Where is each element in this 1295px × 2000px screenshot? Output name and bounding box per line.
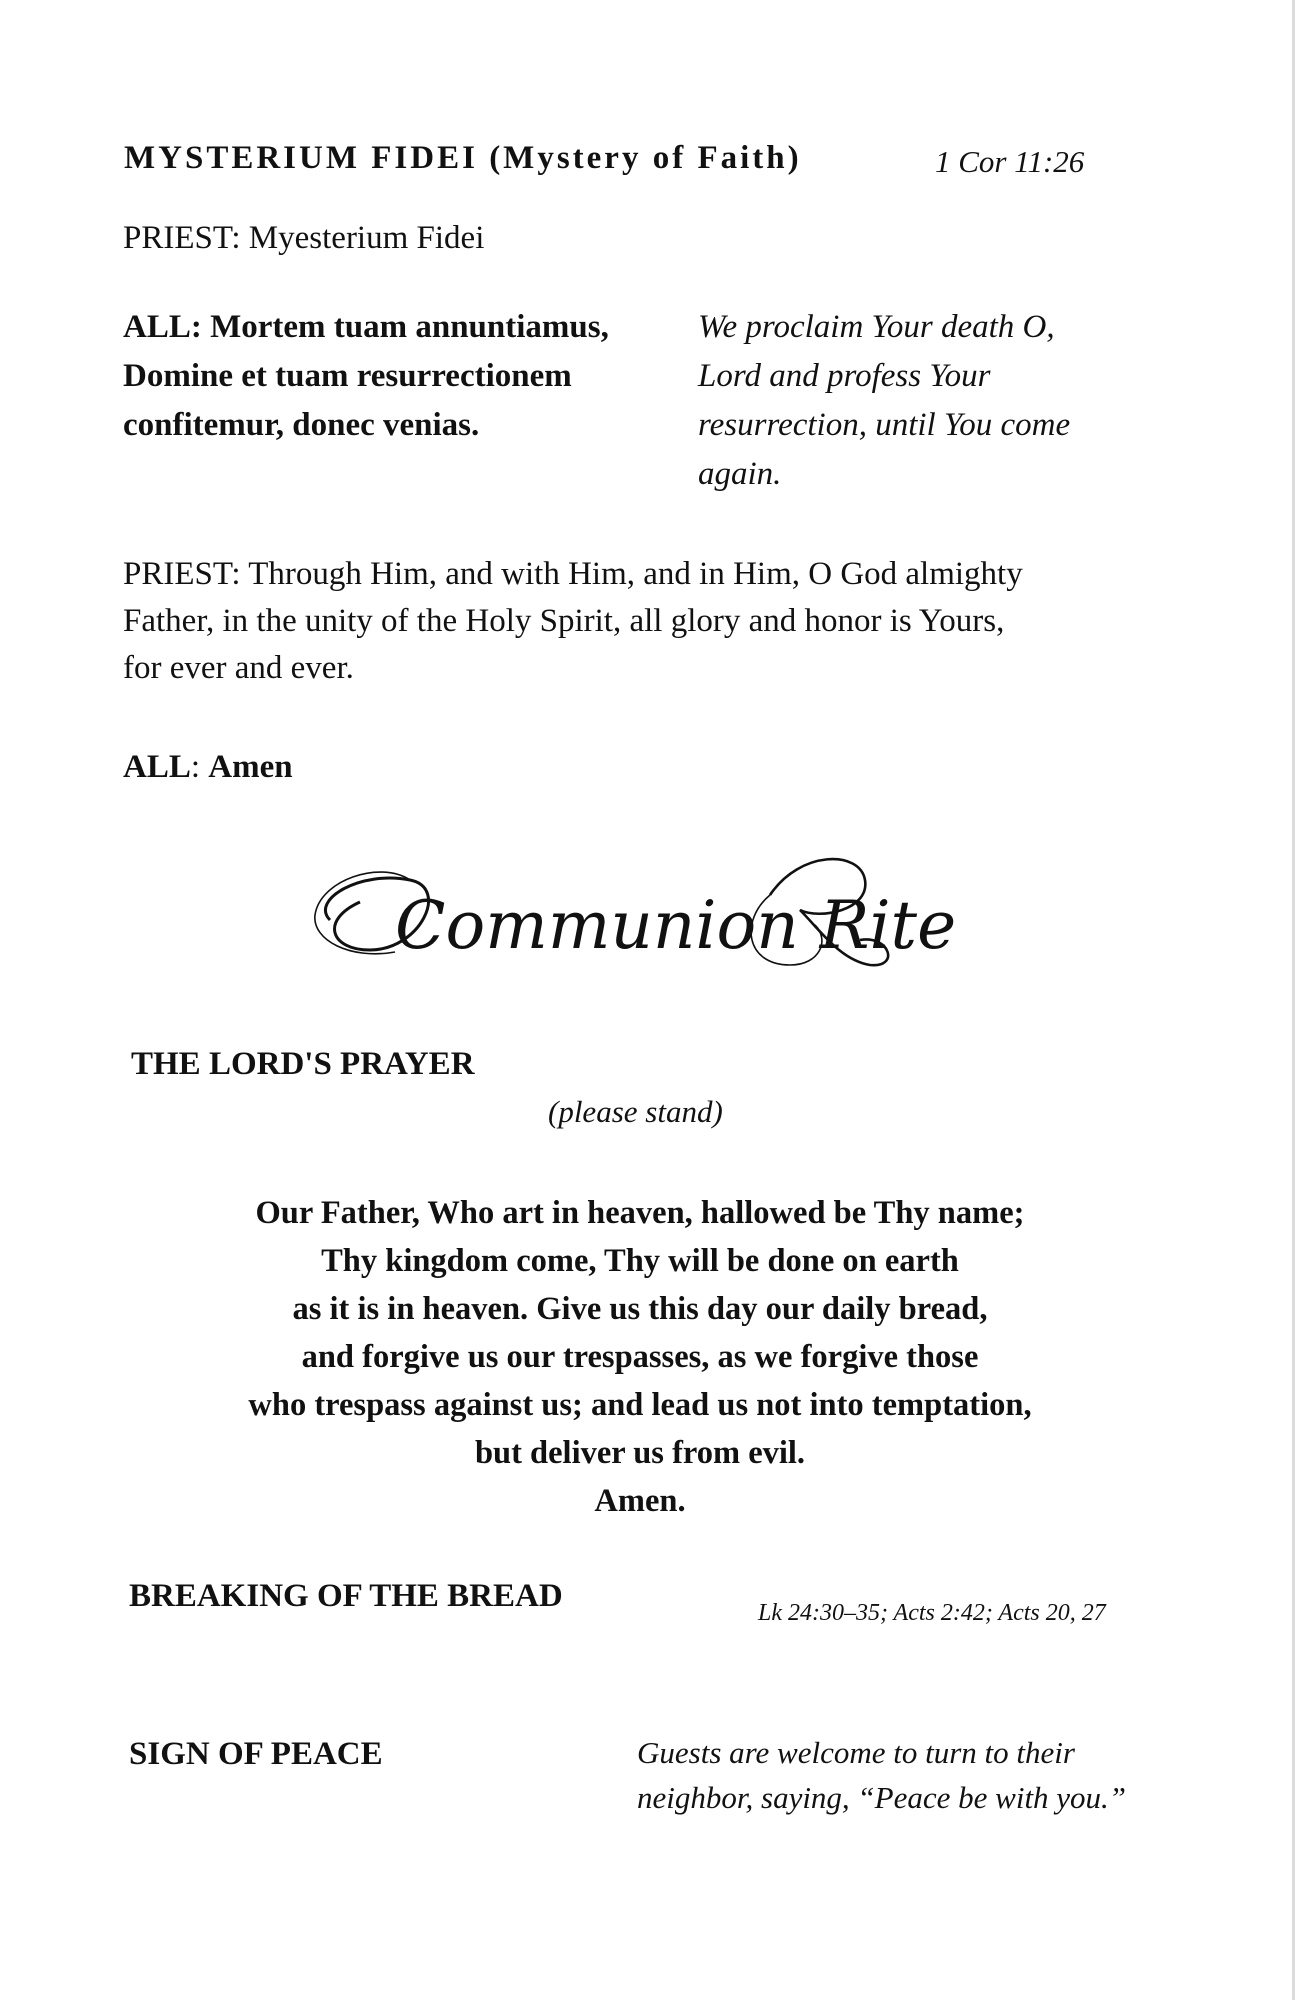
translation-line: again. — [698, 456, 782, 492]
prayer-line: Amen. — [594, 1483, 686, 1519]
translation-line: resurrection, until You come — [698, 407, 1071, 443]
all-english-translation — [698, 303, 1070, 499]
all-latin-response — [123, 303, 609, 450]
mysterium-reference: 1 Cor 11:26 — [935, 144, 1085, 179]
doxology-line: for ever and ever. — [123, 650, 354, 686]
sign-of-peace-note — [637, 1730, 1126, 1820]
priest-doxology — [123, 551, 1023, 692]
stand-instruction: (please stand) — [548, 1094, 723, 1129]
latin-line: confitemur, donec venias. — [123, 407, 480, 443]
amen-response: Amen — [208, 749, 293, 785]
all-label: ALL — [123, 749, 191, 785]
translation-line: Lord and profess Your — [698, 358, 991, 394]
all-separator: : — [190, 749, 209, 785]
latin-line: ALL: Mortem tuam annuntiamus, — [123, 309, 609, 345]
prayer-line: who trespass against us; and lead us not into temptation, — [248, 1387, 1032, 1423]
sign-of-peace-heading: SIGN OF PEACE — [129, 1736, 383, 1772]
mysterium-heading: MYSTERIUM FIDEI (Mystery of Faith) — [124, 140, 802, 176]
latin-line: Domine et tuam resurrectionem — [123, 358, 572, 394]
lords-prayer-heading: THE LORD'S PRAYER — [131, 1046, 475, 1082]
doxology-line: Father, in the unity of the Holy Spirit, all glory and honor is Yours, — [123, 603, 1005, 639]
prayer-line: Our Father, Who art in heaven, hallowed be Thy name; — [255, 1195, 1025, 1231]
peace-note-line: neighbor, saying, “Peace be with you.” — [637, 1780, 1127, 1815]
doxology-line: PRIEST: Through Him, and with Him, and in Him, O God almighty — [123, 556, 1023, 592]
peace-note-line: Guests are welcome to turn to their — [637, 1735, 1075, 1770]
communion-rite-text: Communion Rite — [395, 887, 957, 964]
prayer-line: but deliver us from evil. — [474, 1435, 806, 1471]
all-amen — [123, 743, 293, 791]
priest-acclamation: PRIEST: Myesterium Fidei — [123, 220, 485, 256]
prayer-line: Thy kingdom come, Thy will be done on earth — [321, 1243, 959, 1279]
breaking-bread-heading: BREAKING OF THE BREAD — [129, 1578, 563, 1614]
prayer-line: as it is in heaven. Give us this day our daily bread, — [292, 1291, 988, 1327]
translation-line: We proclaim Your death O, — [698, 309, 1055, 345]
prayer-line: and forgive us our trespasses, as we forgive those — [301, 1339, 979, 1375]
lords-prayer-text — [160, 1189, 1120, 1525]
communion-rite-title — [300, 840, 980, 990]
breaking-bread-reference: Lk 24:30–35; Acts 2:42; Acts 20, 27 — [758, 1600, 1106, 1626]
